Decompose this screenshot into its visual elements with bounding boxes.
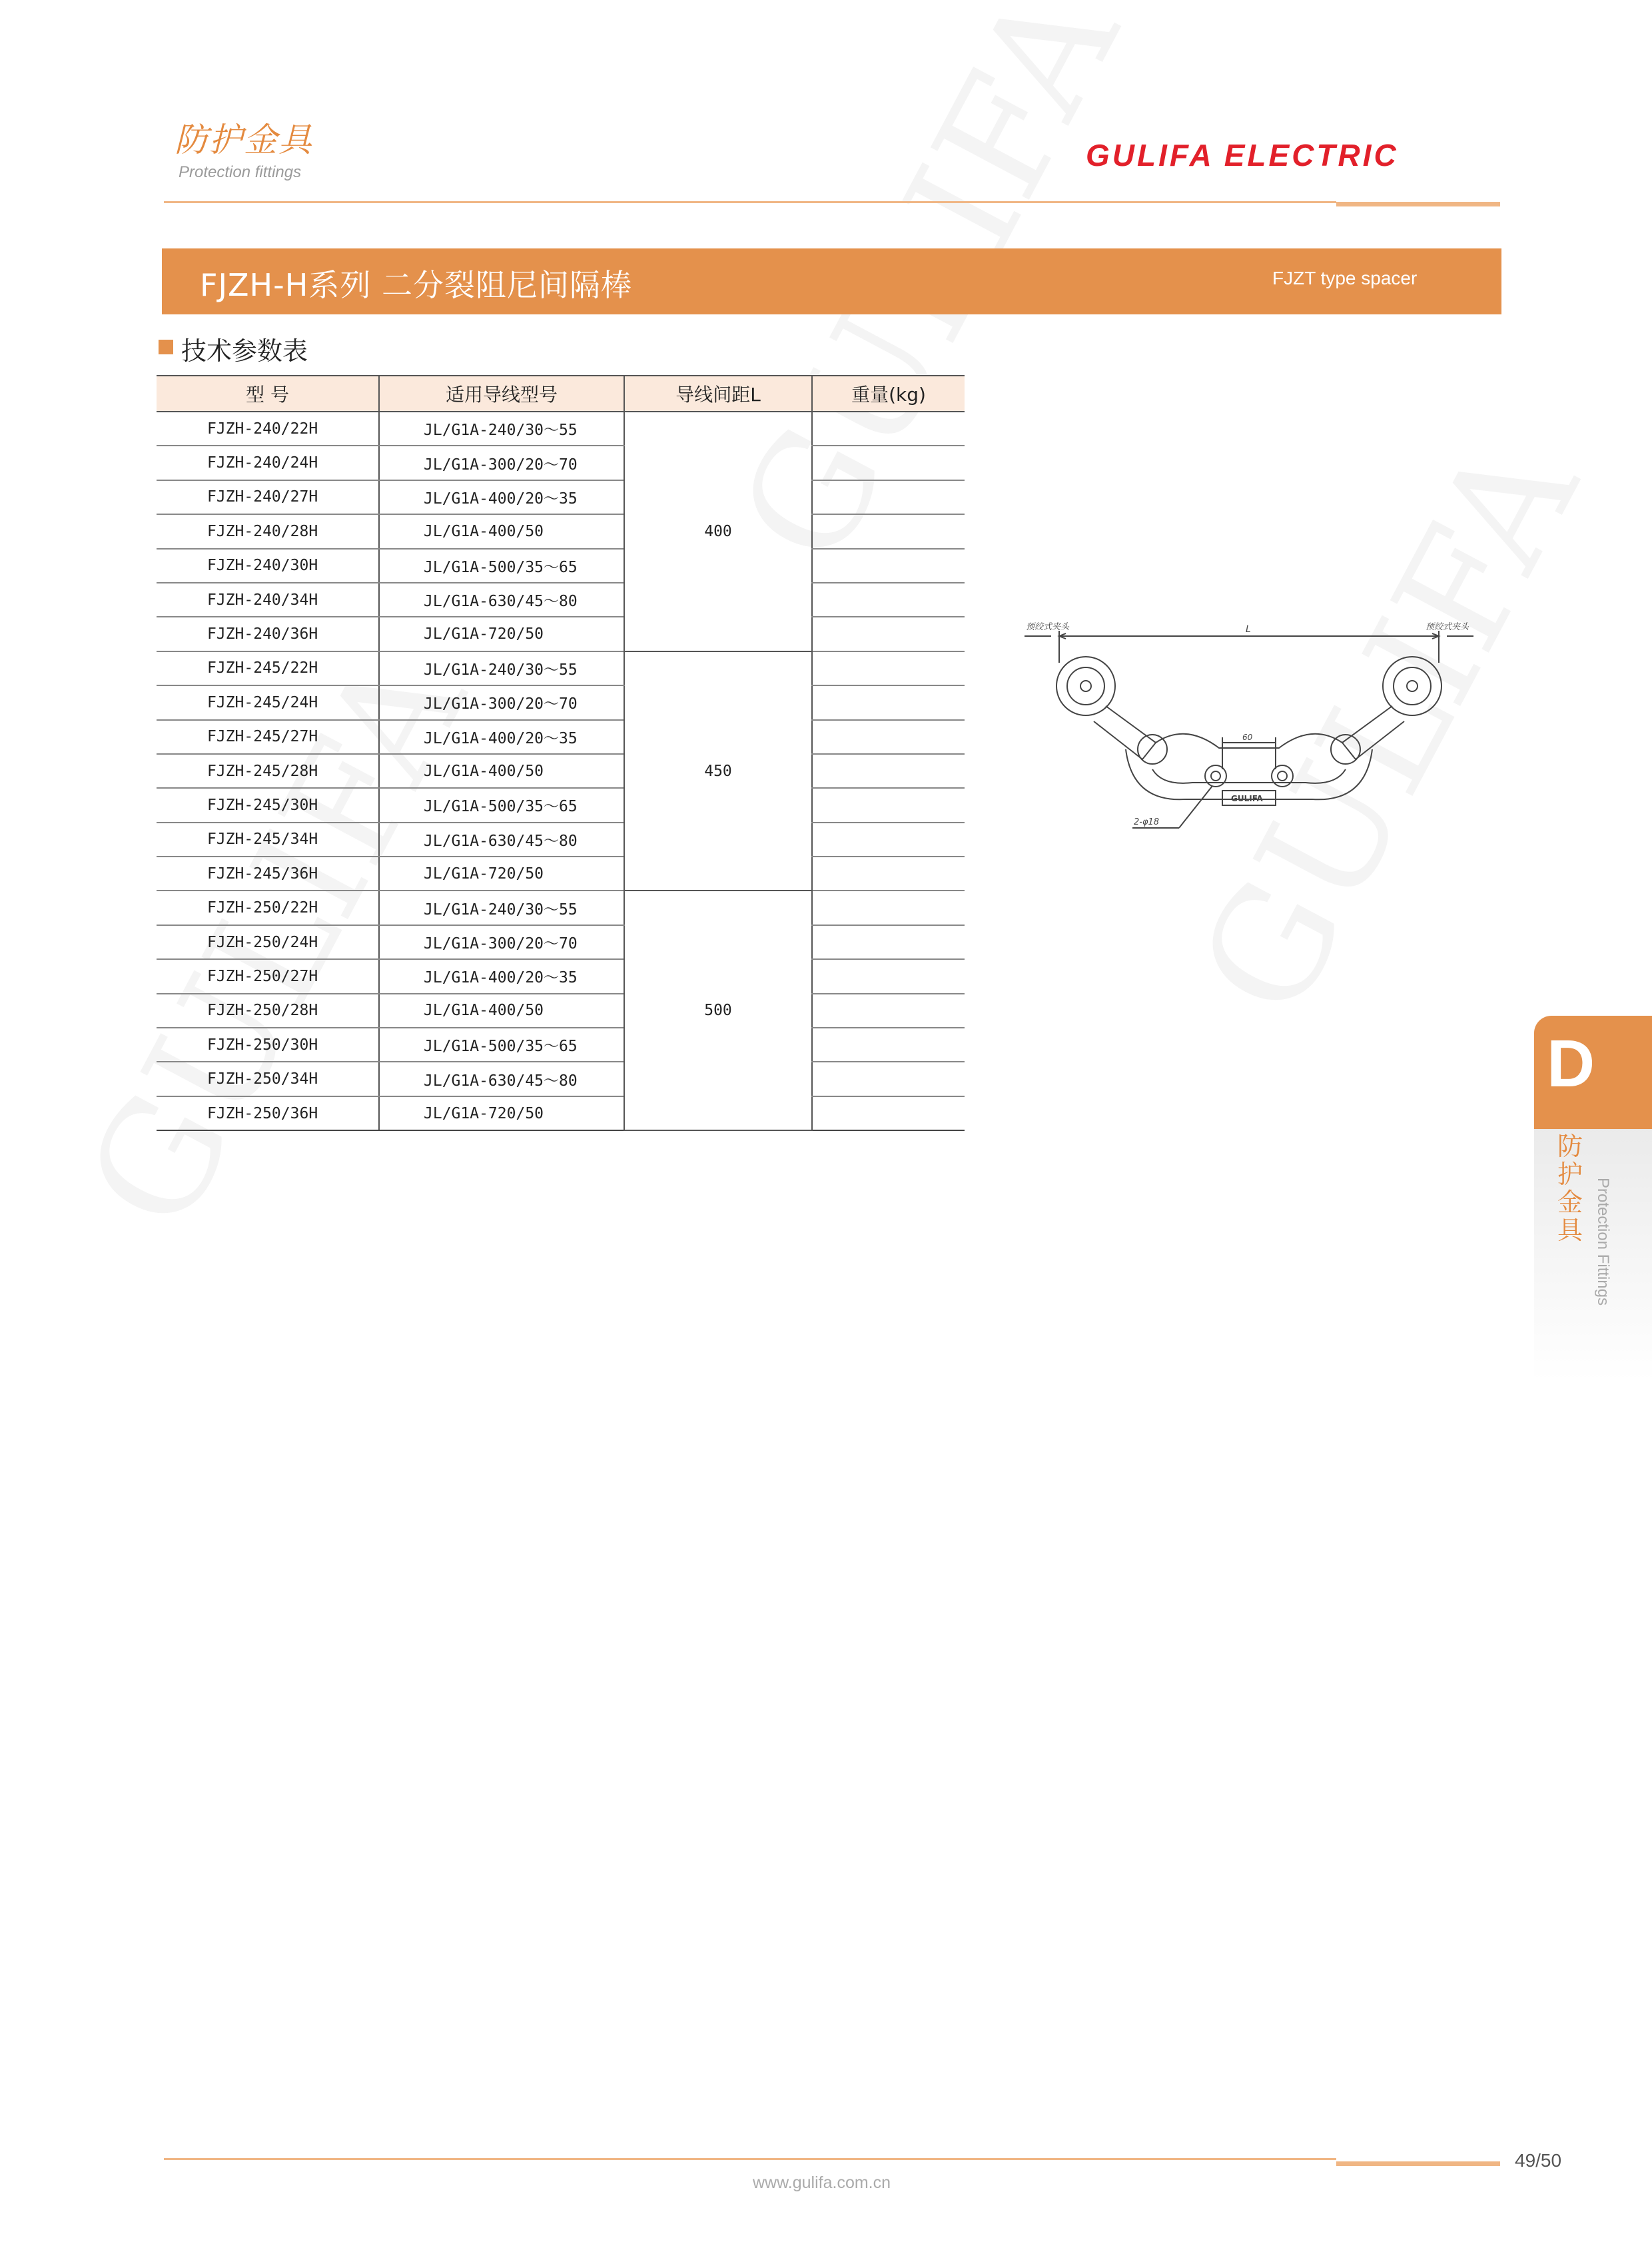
website-url: www.gulifa.com.cn (753, 2173, 891, 2192)
side-tab-title-cn: 防护金具 (1557, 1132, 1583, 1245)
cell-model: FJZH-245/34H (157, 823, 379, 857)
cell-conductor: JL/G1A-500/35～65 (379, 1028, 624, 1062)
section-title: 技术参数表 (181, 336, 308, 366)
cell-conductor: JL/G1A-240/30～55 (379, 891, 624, 925)
product-title: FJZH-H系列 二分裂阻尼间隔棒 (200, 267, 632, 303)
cell-model: FJZH-245/36H (157, 857, 379, 891)
header-spacing: 导线间距L (624, 376, 812, 412)
cell-weight (812, 480, 965, 514)
cell-model: FJZH-240/34H (157, 583, 379, 617)
cell-model: FJZH-250/28H (157, 994, 379, 1028)
cell-weight (812, 583, 965, 617)
cell-model: FJZH-250/24H (157, 925, 379, 959)
cell-weight (812, 685, 965, 719)
cell-model: FJZH-245/30H (157, 788, 379, 822)
category-title: 防护金具 (175, 121, 313, 159)
cell-model: FJZH-240/22H (157, 412, 379, 446)
side-tab-letter: D (1547, 1026, 1595, 1101)
cell-model: FJZH-250/27H (157, 959, 379, 993)
table-row (157, 994, 965, 1028)
cell-conductor: JL/G1A-720/50 (379, 617, 624, 651)
product-subtitle: FJZT type spacer (1272, 268, 1418, 288)
table-row (157, 857, 965, 891)
cell-weight (812, 412, 965, 446)
cell-weight (812, 823, 965, 857)
cell-model: FJZH-240/30H (157, 549, 379, 583)
table-row (157, 446, 965, 480)
drawing-dim-hole: 2-φ18 (1134, 817, 1160, 827)
cell-model: FJZH-250/34H (157, 1062, 379, 1096)
table-header-row (157, 376, 965, 412)
header-divider (164, 201, 1336, 203)
cell-weight (812, 1096, 965, 1130)
cell-spacing: 400 (624, 412, 812, 651)
cell-conductor: JL/G1A-720/50 (379, 857, 624, 891)
cell-model: FJZH-240/36H (157, 617, 379, 651)
cell-conductor: JL/G1A-400/20～35 (379, 720, 624, 754)
drawing-dim-L: L (1246, 624, 1251, 635)
table-row (157, 1096, 965, 1130)
cell-conductor: JL/G1A-300/20～70 (379, 685, 624, 719)
cell-model: FJZH-245/27H (157, 720, 379, 754)
table-row (157, 583, 965, 617)
cell-conductor: JL/G1A-400/50 (379, 514, 624, 548)
cell-conductor: JL/G1A-630/45～80 (379, 583, 624, 617)
cell-weight (812, 549, 965, 583)
table-row (157, 514, 965, 548)
table-row (157, 754, 965, 788)
table-row (157, 720, 965, 754)
header-conductor: 适用导线型号 (379, 376, 624, 412)
table-row (157, 685, 965, 719)
cell-conductor: JL/G1A-400/50 (379, 994, 624, 1028)
cell-weight (812, 514, 965, 548)
header-model: 型 号 (157, 376, 379, 412)
cell-model: FJZH-245/24H (157, 685, 379, 719)
table-row (157, 1028, 965, 1062)
table-row (157, 651, 965, 685)
cell-weight (812, 959, 965, 993)
cell-spacing: 450 (624, 651, 812, 891)
cell-model: FJZH-245/22H (157, 651, 379, 685)
spec-table (157, 375, 965, 1131)
cell-weight (812, 891, 965, 925)
cell-model: FJZH-240/28H (157, 514, 379, 548)
cell-weight (812, 446, 965, 480)
table-row (157, 480, 965, 514)
table-row (157, 1062, 965, 1096)
footer-divider (164, 2158, 1336, 2160)
cell-weight (812, 857, 965, 891)
drawing-label-left: 预绞式夹头 (1026, 622, 1070, 632)
cell-model: FJZH-240/24H (157, 446, 379, 480)
cell-weight (812, 1028, 965, 1062)
cell-conductor: JL/G1A-720/50 (379, 1096, 624, 1130)
cell-conductor: JL/G1A-240/30～55 (379, 651, 624, 685)
drawing-logo: GULIFA (1231, 794, 1263, 803)
cell-weight (812, 754, 965, 788)
cell-model: FJZH-245/28H (157, 754, 379, 788)
cell-conductor: JL/G1A-400/50 (379, 754, 624, 788)
cell-model: FJZH-250/36H (157, 1096, 379, 1130)
cell-conductor: JL/G1A-630/45～80 (379, 823, 624, 857)
brand-logo: GULIFA ELECTRIC (1086, 138, 1399, 173)
cell-model: FJZH-250/22H (157, 891, 379, 925)
cell-conductor: JL/G1A-630/45～80 (379, 1062, 624, 1096)
drawing-label-right: 预绞式夹头 (1426, 622, 1469, 632)
table-row (157, 959, 965, 993)
cell-conductor: JL/G1A-300/20～70 (379, 925, 624, 959)
cell-weight (812, 1062, 965, 1096)
table-row (157, 412, 965, 446)
drawing-dim-mid: 60 (1242, 733, 1253, 742)
cell-weight (812, 788, 965, 822)
table-body (157, 412, 965, 1130)
header-weight: 重量(kg) (812, 376, 965, 412)
cell-model: FJZH-240/27H (157, 480, 379, 514)
cell-weight (812, 617, 965, 651)
cell-weight (812, 994, 965, 1028)
cell-conductor: JL/G1A-300/20～70 (379, 446, 624, 480)
category-subtitle: Protection fittings (179, 163, 302, 181)
header-divider-accent (1336, 202, 1500, 206)
footer-divider-accent (1336, 2161, 1500, 2166)
section-square-icon (159, 340, 173, 354)
cell-weight (812, 720, 965, 754)
cell-conductor: JL/G1A-500/35～65 (379, 549, 624, 583)
cell-conductor: JL/G1A-400/20～35 (379, 480, 624, 514)
table-row (157, 891, 965, 925)
spacer-drawing (1019, 616, 1479, 843)
table-row (157, 788, 965, 822)
table-row (157, 617, 965, 651)
page-number: 49/50 (1515, 2150, 1562, 2171)
table-row (157, 549, 965, 583)
cell-model: FJZH-250/30H (157, 1028, 379, 1062)
cell-weight (812, 925, 965, 959)
cell-conductor: JL/G1A-240/30～55 (379, 412, 624, 446)
cell-conductor: JL/G1A-400/20～35 (379, 959, 624, 993)
cell-weight (812, 651, 965, 685)
cell-spacing: 500 (624, 891, 812, 1130)
cell-conductor: JL/G1A-500/35～65 (379, 788, 624, 822)
table-row (157, 925, 965, 959)
table-row (157, 823, 965, 857)
side-tab-title-en: Protection Fittings (1594, 1178, 1612, 1306)
